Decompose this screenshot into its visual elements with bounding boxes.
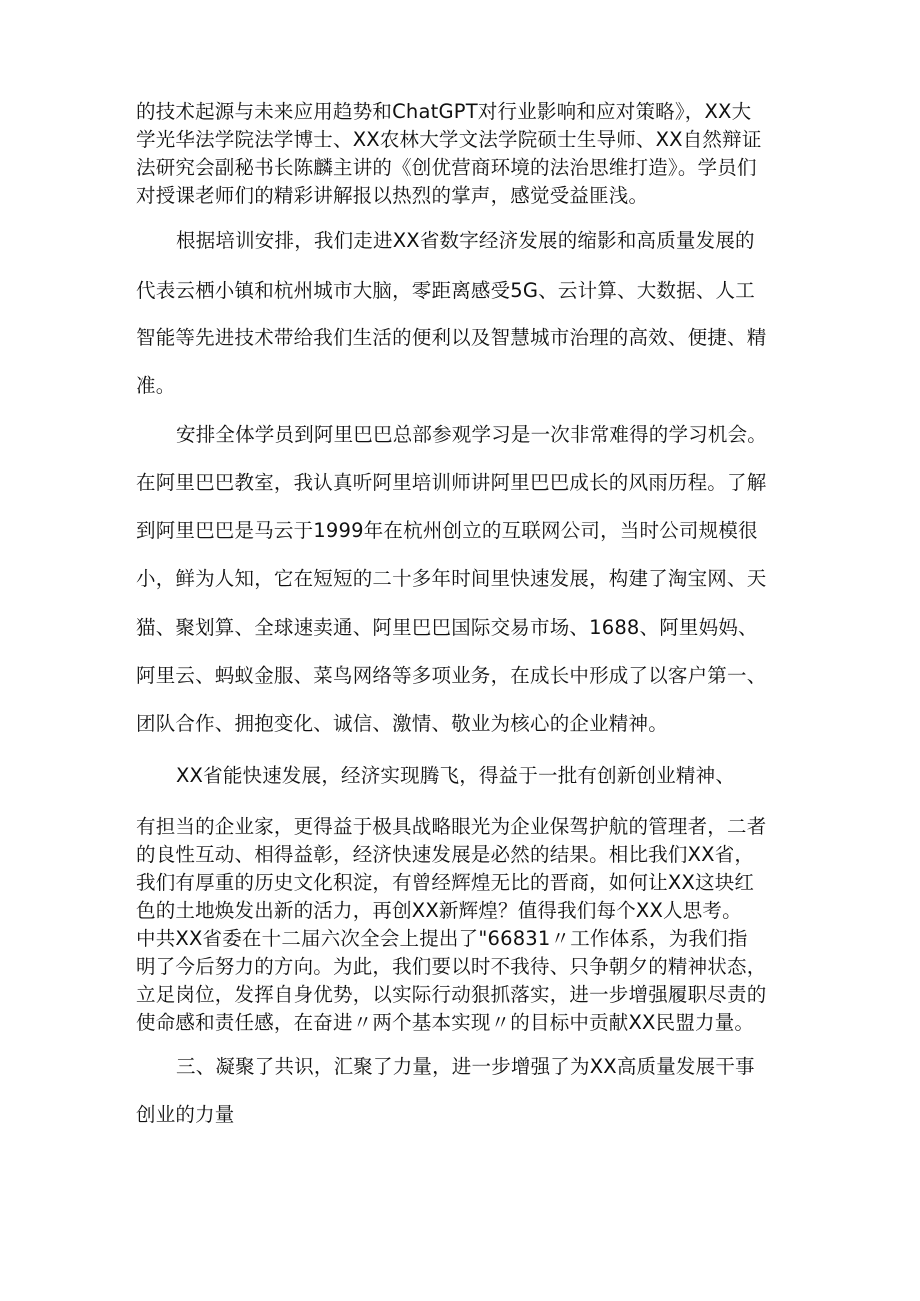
section-heading: 三、凝聚了共识，汇聚了力量，进一步增强了为XX高质量发展干事 (176, 1055, 755, 1078)
text-line: 在阿里巴巴教室，我认真听阿里培训师讲阿里巴巴成长的风雨历程。了解 (136, 471, 767, 494)
text-line: 有担当的企业家，更得益于极具战略眼光为企业保驾护航的管理者，二者 (136, 815, 767, 838)
text-line: 的良性互动、相得益彰，经济快速发展是必然的结果。相比我们XX省， (136, 843, 755, 866)
text-line: 阿里云、蚂蚁金服、菜鸟网络等多项业务，在成长中形成了以客户第一、 (136, 664, 767, 687)
text-line: 的技术起源与未来应用趋势和ChatGPT对行业影响和应对策略》，XX大 (136, 100, 752, 123)
text-line: 安排全体学员到阿里巴巴总部参观学习是一次非常难得的学习机会。 (176, 423, 768, 446)
text-line: 使命感和责任感，在奋进〃两个基本实现〃的目标中贡献XX民盟力量。 (136, 1011, 755, 1034)
text-line: 明了今后努力的方向。为此，我们要以时不我待、只争朝夕的精神状态， (136, 955, 767, 978)
text-line: 猫、聚划算、全球速卖通、阿里巴巴国际交易市场、1688、阿里妈妈、 (136, 616, 758, 639)
section-heading-continuation: 创业的力量 (136, 1103, 235, 1126)
text-line: 色的土地焕发出新的活力，再创XX新辉煌？值得我们每个XX人思考。 (136, 899, 742, 922)
text-line: 学光华法学院法学博士、XX农林大学文法学院硕士生导师、XX自然辩证 (136, 128, 762, 151)
text-line: 团队合作、拥抱变化、诚信、激情、敬业为核心的企业精神。 (136, 712, 668, 735)
text-line: 根据培训安排，我们走进XX省数字经济发展的缩影和高质量发展的 (176, 229, 755, 252)
text-line: 准。 (136, 374, 176, 397)
text-line: 对授课老师们的精彩讲解报以热烈的掌声，感觉受益匪浅。 (136, 184, 649, 207)
text-line: 智能等先进技术带给我们生活的便利以及智慧城市治理的高效、便捷、精 (136, 326, 767, 349)
text-line: XX省能快速发展，经济实现腾飞，得益于一批有创新创业精神、 (176, 764, 736, 787)
text-line: 中共XX省委在十二届六次全会上提出了"66831〃工作体系，为我们指 (136, 927, 748, 950)
text-line: 小，鲜为人知，它在短短的二十多年时间里快速发展，构建了淘宝网、天 (136, 567, 767, 590)
text-line: 法研究会副秘书长陈麟主讲的《创优营商环境的法治思维打造》。学员们 (136, 156, 757, 179)
text-line: 代表云栖小镇和杭州城市大脑，零距离感受5G、云计算、大数据、人工 (136, 279, 755, 302)
text-line: 立足岗位，发挥自身优势，以实际行动狠抓落实，进一步增强履职尽责的 (136, 983, 767, 1006)
text-line: 到阿里巴巴是马云于1999年在杭州创立的互联网公司，当时公司规模很 (136, 519, 758, 542)
text-line: 我们有厚重的历史文化积淀，有曾经辉煌无比的晋商，如何让XX这块红 (136, 871, 755, 894)
